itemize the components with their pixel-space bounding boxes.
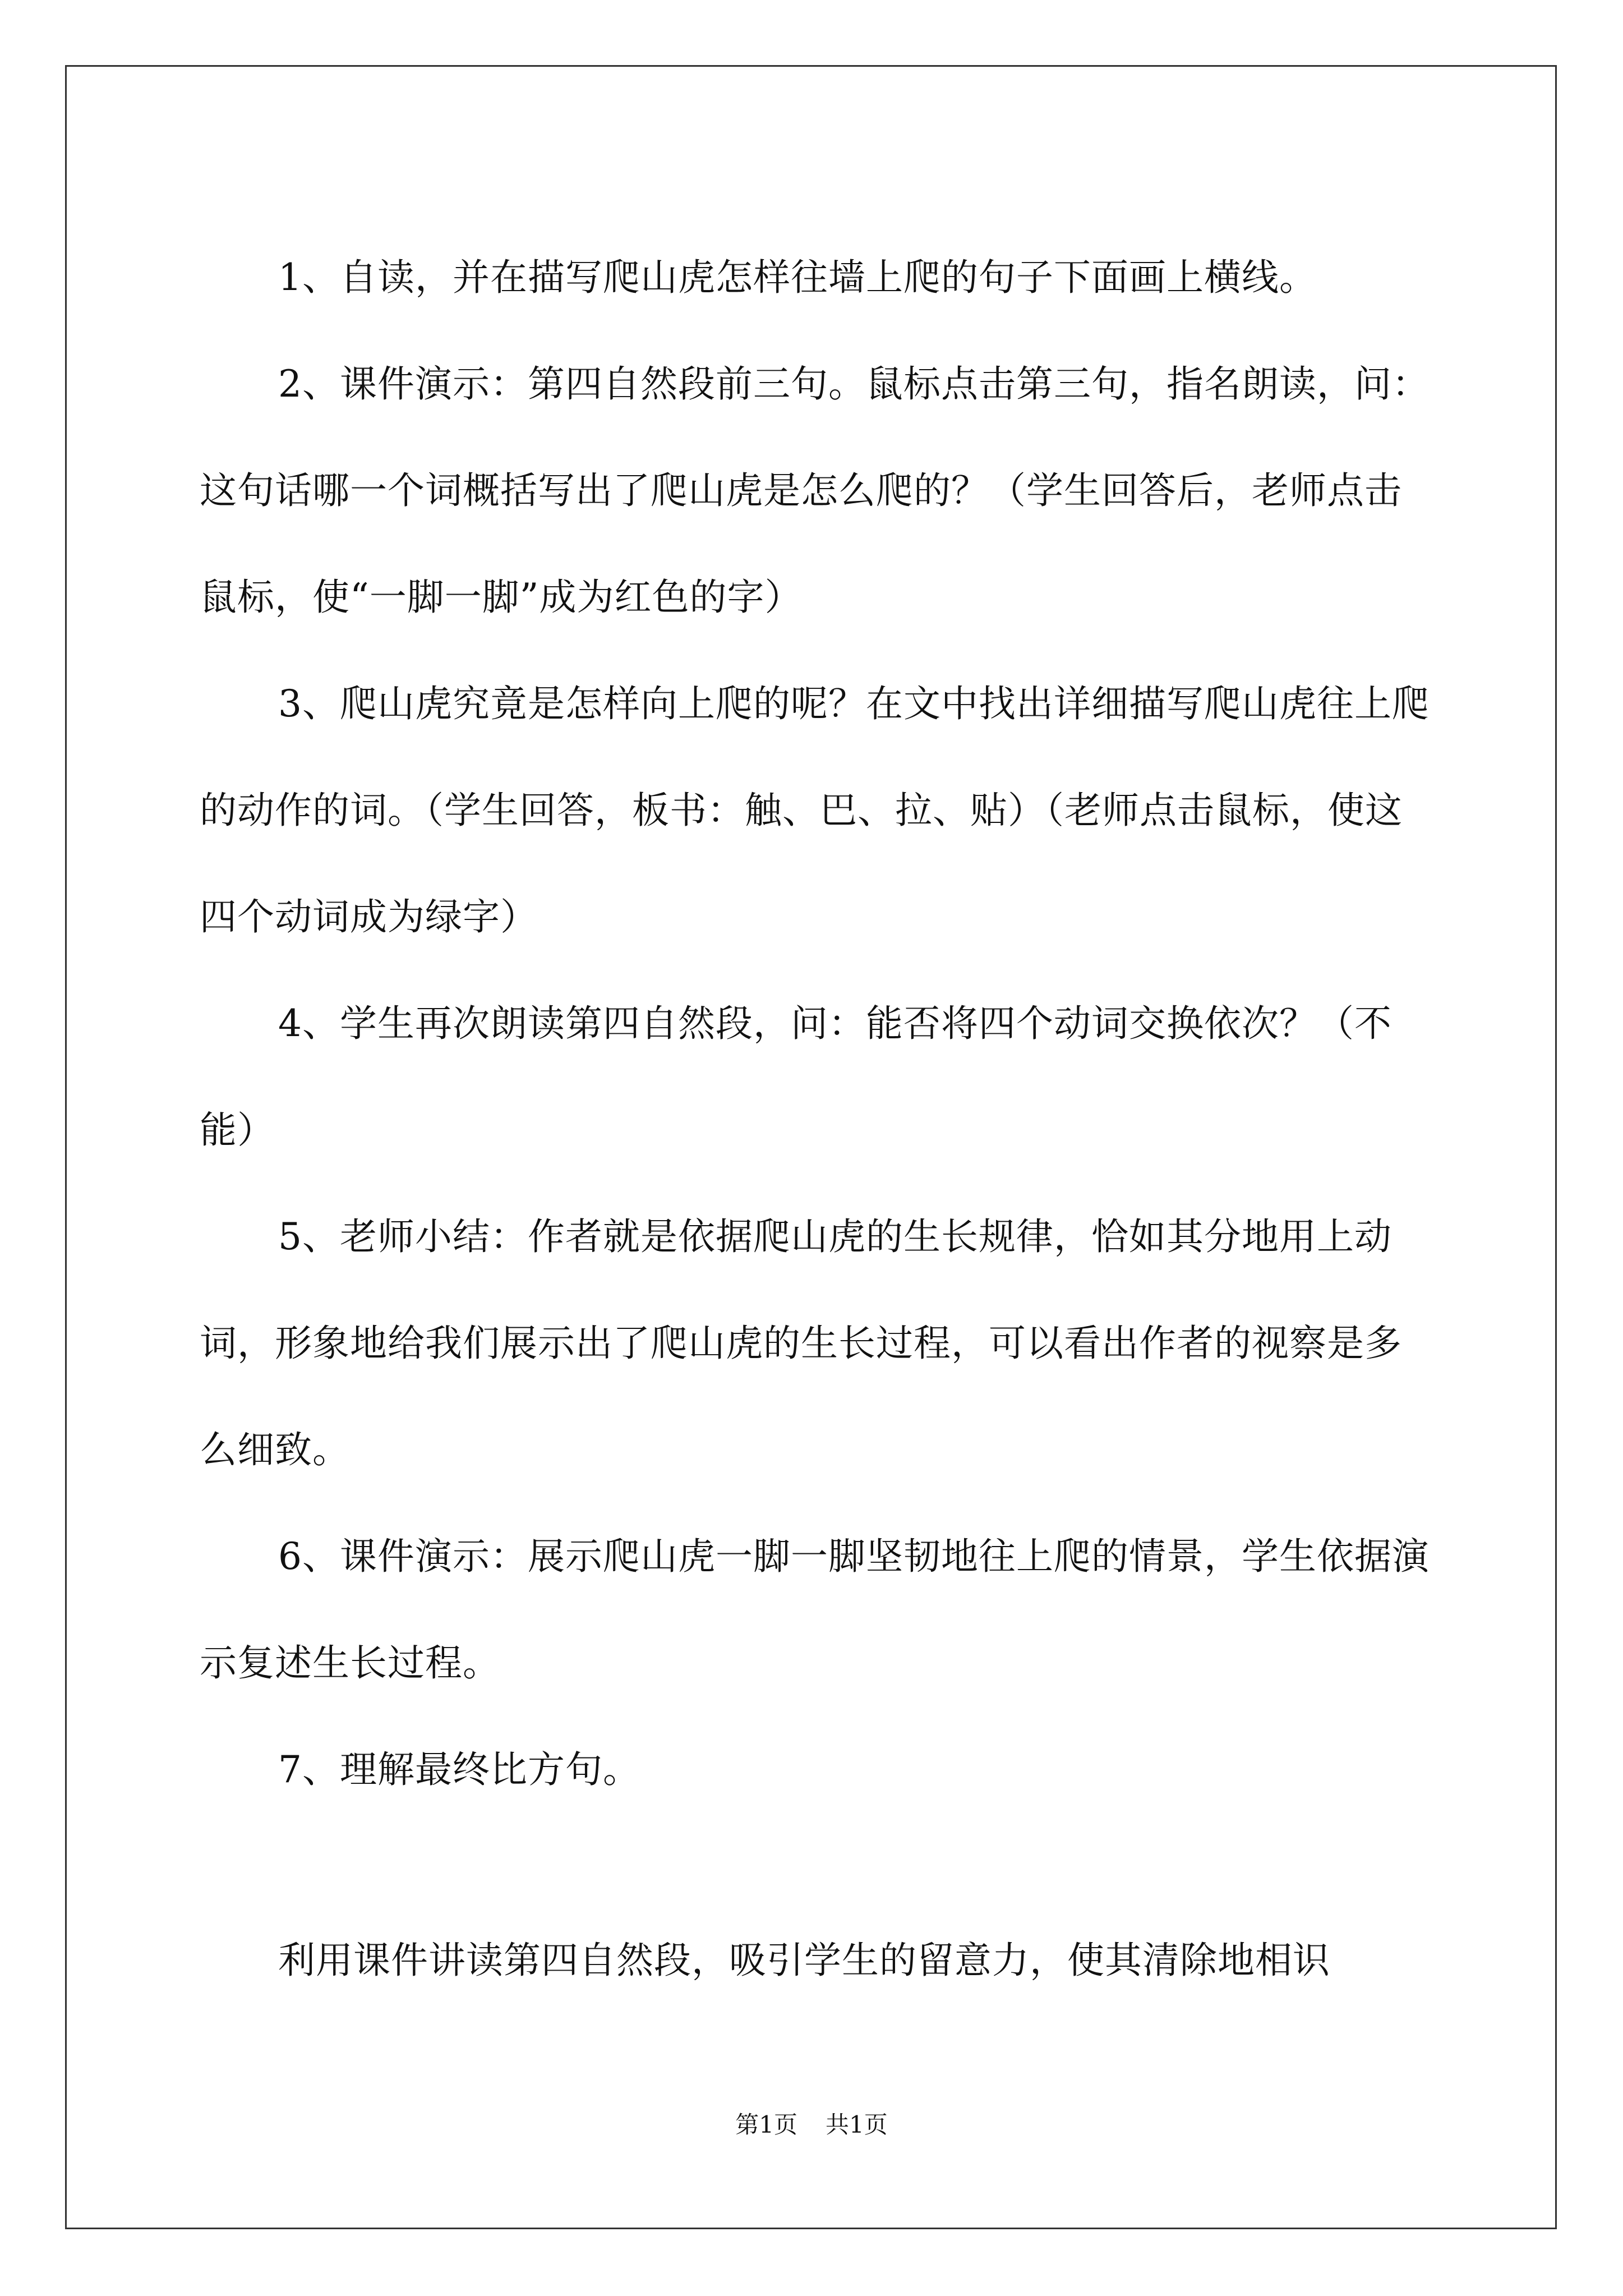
- paragraph-summary: 利用课件讲读第四自然段，吸引学生的留意力，使其清除地相识: [278, 1939, 1330, 1982]
- paragraph-step-4: 4、学生再次朗读第四自然段，问：能否将四个动词交换依次？（不能）: [200, 1002, 1392, 1152]
- page-total: 共1页: [826, 2111, 888, 2138]
- paragraph-step-2: 2、课件演示：第四自然段前三句。鼠标点击第三句，指名朗读，问：这句话哪一个词概括写出了爬山虎是怎么爬的？（学生回答后，老师点击鼠标，使“一脚一脚”成为红色的字）: [200, 362, 1430, 619]
- page-footer: [0, 2108, 1623, 2142]
- paragraph-step-6: 6、课件演示：展示爬山虎一脚一脚坚韧地往上爬的情景，学生依据演示复述生长过程。: [200, 1535, 1430, 1685]
- document-body: [200, 224, 1433, 2014]
- paragraph-step-7: 7、理解最终比方句。: [278, 1748, 640, 1791]
- page-number: 第1页: [735, 2111, 797, 2138]
- paragraph-step-1: 1、自读，并在描写爬山虎怎样往墙上爬的句子下面画上横线。: [278, 256, 1317, 299]
- paragraph-step-5: 5、老师小结：作者就是依据爬山虎的生长规律，恰如其分地用上动词，形象地给我们展示出了爬山虎的生长过程，可以看出作者的视察是多么细致。: [200, 1215, 1402, 1471]
- paragraph-step-3: 3、爬山虎究竟是怎样向上爬的呢？在文中找出详细描写爬山虎往上爬的动作的词。（学生回答，板书：触、巴、拉、贴）（老师点击鼠标，使这四个动词成为绿字）: [200, 682, 1430, 938]
